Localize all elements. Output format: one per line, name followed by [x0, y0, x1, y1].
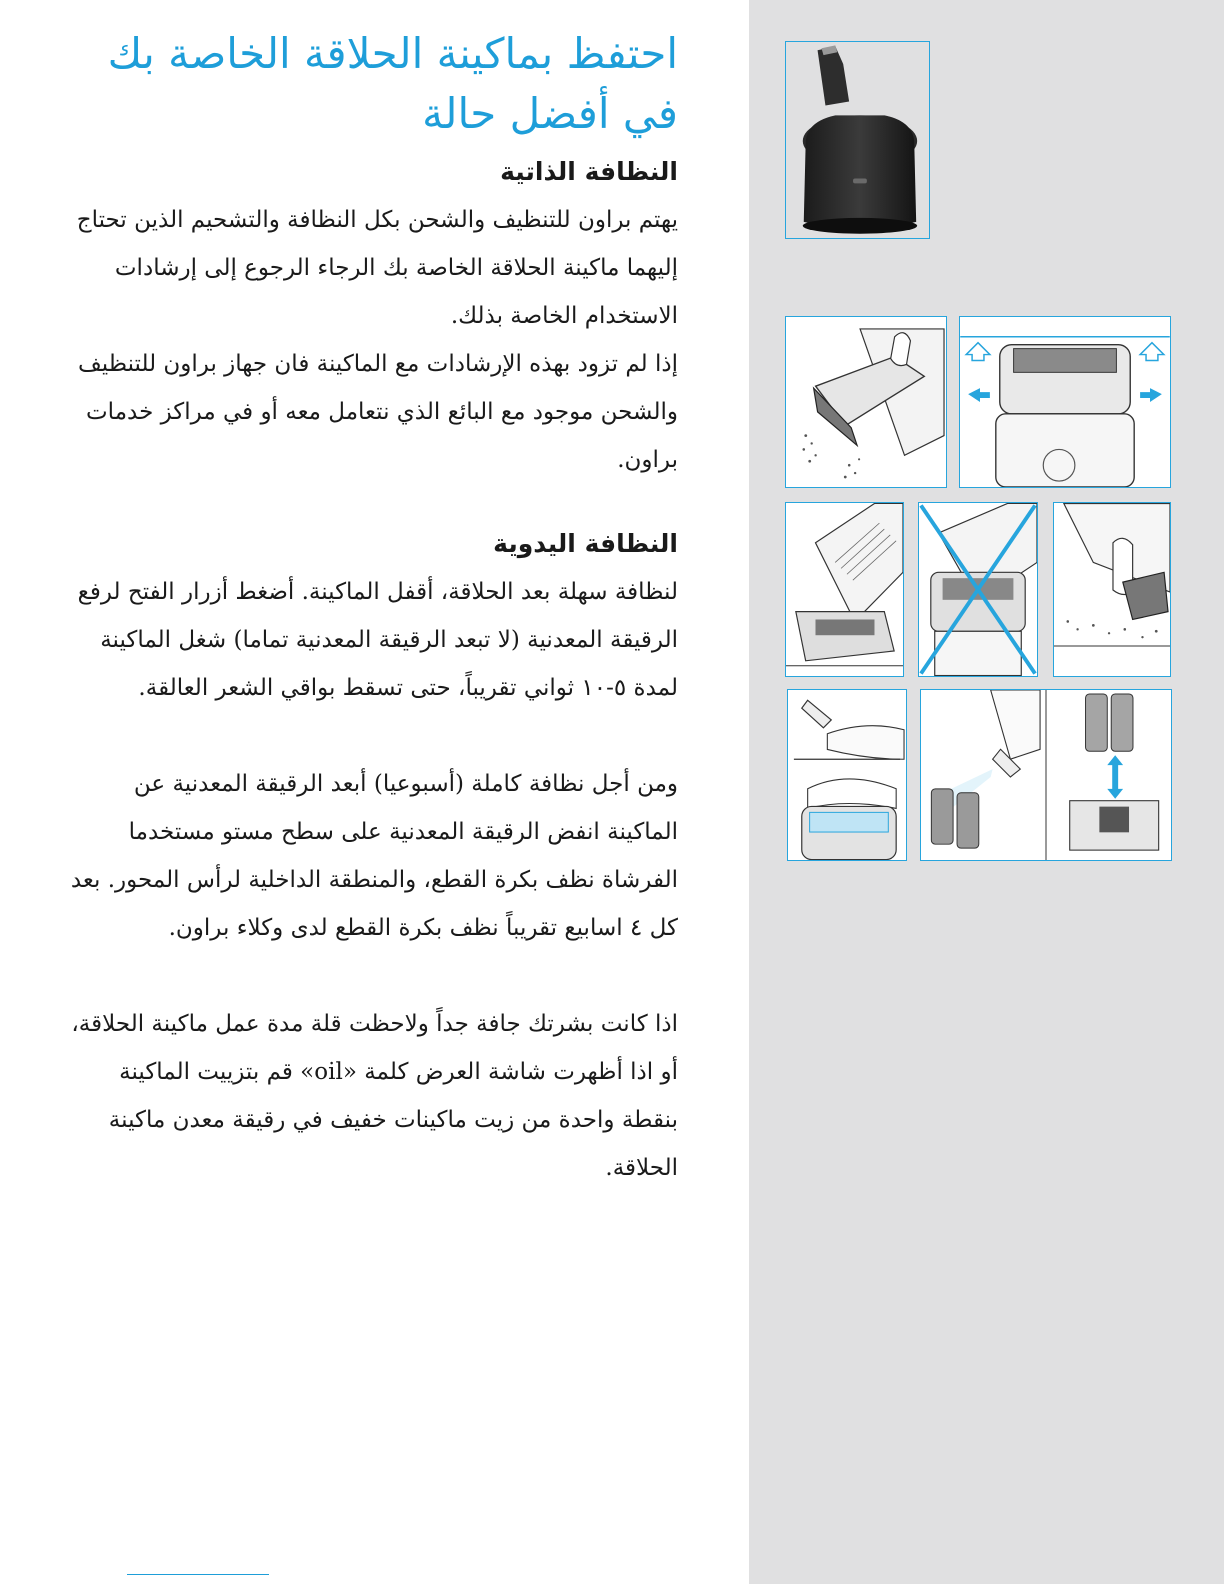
self-cleaning-heading: النظافة الذاتية — [500, 157, 678, 186]
page-title-line-2: في أفضل حالة — [422, 89, 678, 138]
tap-foil-on-surface-image — [1053, 502, 1171, 677]
manual-cleaning-paragraph-1: لنظافة سهلة بعد الحلاقة، أقفل الماكينة. أضغط أزرار الفتح لرفع الرقيقة المعدنية (لا تبعد الرقيقة المعدنية تماما) شغل الماكينة لمدة ٥-١٠ ثواني تقريباً، حتى تسقط بواقي الشعر العالقة. — [77, 579, 678, 701]
page-title-line-1: احتفظ بماكينة الحلاقة الخاصة بك — [107, 29, 678, 78]
manual-cleaning-paragraph-2: ومن أجل نظافة كاملة (أسبوعيا) أبعد الرقيقة المعدنية عن الماكينة انفض الرقيقة المعدنية على سطح مستو مستخدما الفرشاة نظف بكرة القطع، والمنطقة الداخلية لرأس المحور. بعد كل ٤ اسابيع تقريباً نظف بكرة القطع لدى وكلاء براون. — [70, 771, 678, 941]
page-title — [60, 24, 678, 144]
footer-rule — [127, 1574, 269, 1575]
main-text-column — [60, 24, 678, 1192]
oil-foil-image — [787, 689, 907, 861]
spray-and-replace-cutter-image — [920, 689, 1172, 861]
cleaning-station-icon — [786, 42, 929, 238]
manual-cleaning-paragraph-3: اذا كانت بشرتك جافة جداً ولاحظت قلة مدة عمل ماكينة الحلاقة، أو اذا أظهرت شاشة العرض كلمة «oil» قم بتزييت الماكينة بنقطة واحدة من زيت ماكينات خفيف في رقيقة معدن ماكينة الحلاقة. — [71, 1011, 678, 1181]
self-cleaning-paragraph-2: إذا لم تزود بهذه الإرشادات مع الماكينة فان جهاز براون للتنظيف والشحن موجود مع البائع الذي نتعامل معه أو في مراكز خدمات براون. — [77, 351, 678, 473]
foil-release-buttons-image — [959, 316, 1171, 488]
self-cleaning-paragraph-1: يهتم براون للتنظيف والشحن بكل النظافة والتشحيم الذين تحتاج إليهما ماكينة الحلاقة الخاصة بك الرجاء الرجوع إلى إرشادات الاستخدام الخاصة بذلك. — [76, 207, 678, 329]
cleaning-station-image — [785, 41, 930, 239]
manual-cleaning-heading: النظافة اليدوية — [493, 529, 678, 558]
shaver-tap-debris-image — [785, 316, 947, 488]
do-not-brush-foil-image — [918, 502, 1038, 677]
brush-cutter-block-image — [785, 502, 904, 677]
